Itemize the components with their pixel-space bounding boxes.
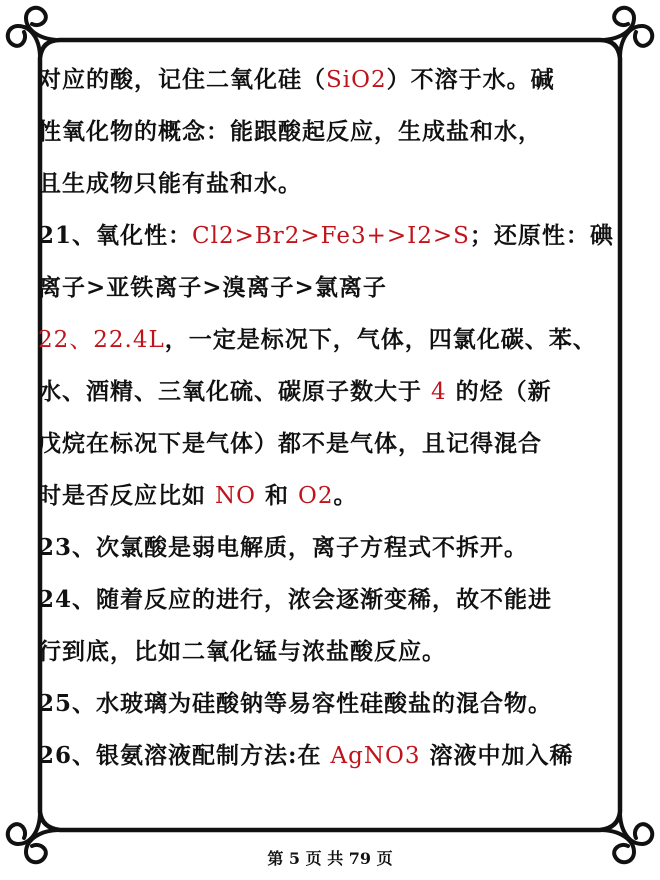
text-line xyxy=(38,60,624,112)
text-segment: 24、随着反应的进行，浓会逐渐变稀，故不能进 xyxy=(38,586,553,613)
text-segment: 的烃（新 xyxy=(446,378,552,405)
text-segment: 26、银氨溶液配制方法:在 xyxy=(38,742,331,769)
text-segment: ）不溶于水。碱 xyxy=(386,66,555,93)
text-segment: 戊烷在标况下是气体）都不是气体，且记得混合 xyxy=(38,430,542,457)
text-segment: 21、氧化性： xyxy=(38,222,193,249)
highlighted-text: 4 xyxy=(431,379,447,405)
text-segment: ；还原性：碘 xyxy=(469,222,614,249)
text-segment: 离子>亚铁离子>溴离子>氯离子 xyxy=(38,274,387,301)
text-segment: 和 xyxy=(256,482,299,509)
highlighted-text: NO xyxy=(215,483,256,509)
document-body xyxy=(38,60,624,788)
text-segment: 行到底，比如二氧化锰与浓盐酸反应。 xyxy=(38,638,446,665)
text-line xyxy=(38,112,624,164)
text-segment: 对应的酸，记住二氧化硅（ xyxy=(38,66,326,93)
text-segment: 。 xyxy=(333,482,358,509)
text-line xyxy=(38,216,624,268)
text-segment: 且生成物只能有盐和水。 xyxy=(38,170,302,197)
text-line xyxy=(38,632,624,684)
page-footer: 第 5 页 共 79 页 xyxy=(267,849,393,868)
highlighted-text: SiO2 xyxy=(326,67,387,93)
highlighted-text: 22、 xyxy=(38,327,94,353)
text-segment: 25、水玻璃为硅酸钠等易容性硅酸盐的混合物。 xyxy=(38,690,553,717)
text-line xyxy=(38,476,624,528)
text-line xyxy=(38,736,624,788)
text-line xyxy=(38,372,624,424)
text-segment: 23、次氯酸是弱电解质，离子方程式不拆开。 xyxy=(38,534,529,561)
highlighted-text: Cl2>Br2>Fe3+>I2>S xyxy=(192,223,470,249)
text-line xyxy=(38,268,624,320)
text-line xyxy=(38,528,624,580)
text-segment: 性氧化物的概念：能跟酸起反应，生成盐和水， xyxy=(38,118,542,145)
text-line xyxy=(38,580,624,632)
text-segment: 水、酒精、三氧化硫、碳原子数大于 xyxy=(38,378,432,405)
text-line xyxy=(38,320,624,372)
text-segment: ，一定是标况下，气体，四氯化碳、苯、 xyxy=(164,326,597,353)
text-line xyxy=(38,164,624,216)
highlighted-text: AgNO3 xyxy=(330,743,421,769)
text-line xyxy=(38,424,624,476)
highlighted-text: O2 xyxy=(298,483,334,509)
text-segment: 溶液中加入稀 xyxy=(420,742,574,769)
highlighted-text: 22.4L xyxy=(93,327,165,353)
text-line xyxy=(38,684,624,736)
text-segment: 时是否反应比如 xyxy=(38,482,216,509)
